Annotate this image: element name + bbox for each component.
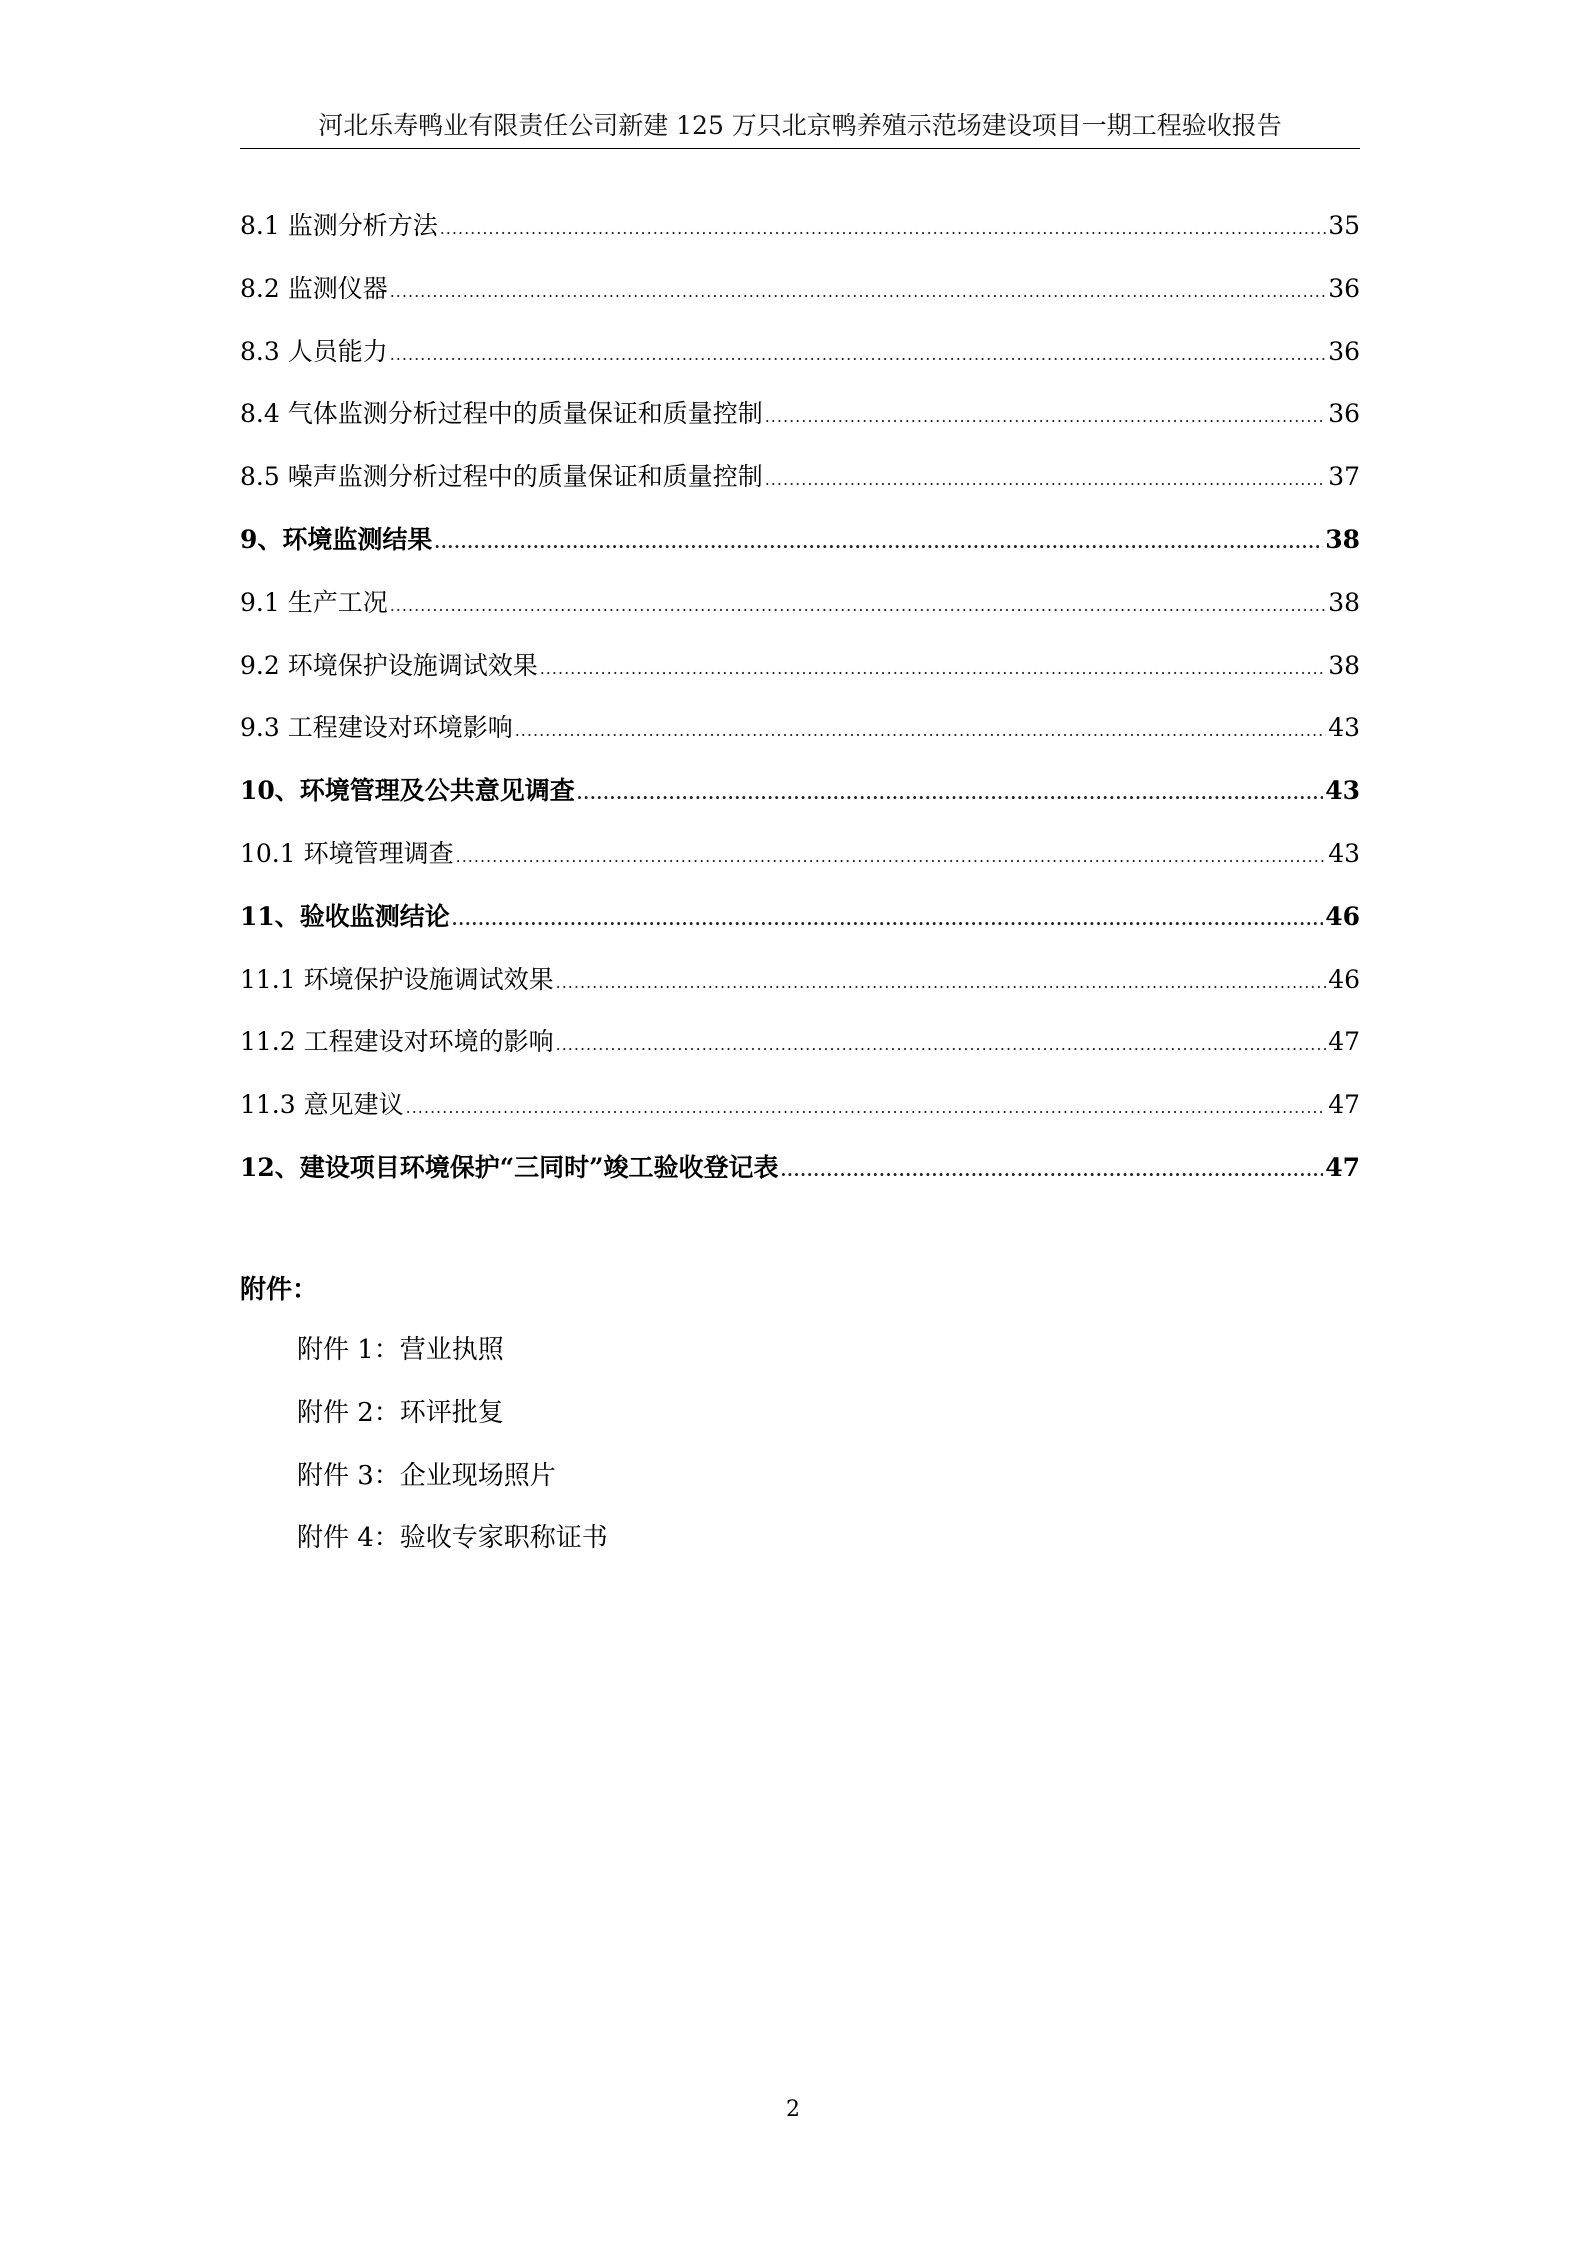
toc-entry-page: 38: [1325, 524, 1360, 554]
attachment-item: 附件 4：验收专家职称证书: [297, 1523, 608, 1554]
toc-entry[interactable]: [240, 577, 1360, 640]
attachment-item: 附件 2：环评批复: [297, 1397, 504, 1428]
toc-leader-dots: [765, 395, 1326, 439]
toc-entry-label: 8.3 人员能力: [240, 336, 388, 366]
toc-entry[interactable]: [240, 954, 1360, 1017]
toc-entry-page: 38: [1328, 587, 1360, 617]
toc-entry-label: 8.2 监测仪器: [240, 273, 388, 303]
toc-entry[interactable]: [240, 1016, 1360, 1079]
toc-entry-label: 9.2 环境保护设施调试效果: [240, 650, 538, 680]
toc-leader-dots: [390, 270, 1326, 314]
attachments-list: [297, 1328, 608, 1579]
toc-entry-label: 8.4 气体监测分析过程中的质量保证和质量控制: [240, 399, 763, 429]
toc-entry[interactable]: [240, 828, 1360, 891]
toc-entry-page: 43: [1328, 838, 1360, 868]
toc-entry[interactable]: [240, 640, 1360, 703]
toc-leader-dots: [406, 1086, 1327, 1130]
toc-entry-page: 47: [1325, 1152, 1360, 1182]
toc-entry[interactable]: [240, 702, 1360, 765]
toc-entry-label: 8.5 噪声监测分析过程中的质量保证和质量控制: [240, 462, 763, 492]
toc-entry[interactable]: [240, 388, 1360, 451]
toc-entry-page: 35: [1328, 211, 1360, 240]
toc-entry[interactable]: [240, 451, 1360, 514]
toc-leader-dots: [390, 333, 1326, 377]
toc-entry-label: 10.1 环境管理调查: [240, 838, 454, 868]
toc-entry-label: 9、环境监测结果: [240, 524, 433, 554]
toc-entry[interactable]: [240, 765, 1360, 828]
toc-entry[interactable]: [240, 514, 1360, 577]
toc-entry[interactable]: [240, 326, 1360, 389]
attachments-heading: 附件：: [240, 1275, 319, 1305]
toc-leader-dots: [556, 961, 1327, 1005]
toc-entry[interactable]: [240, 1079, 1360, 1142]
toc-entry-page: 43: [1325, 776, 1360, 806]
toc-entry-label: 11.2 工程建设对环境的影响: [240, 1027, 554, 1057]
toc-entry[interactable]: [240, 1142, 1360, 1205]
running-header: 河北乐寿鸭业有限责任公司新建 125 万只北京鸭养殖示范场建设项目一期工程验收报告: [318, 111, 1282, 140]
page-number: 2: [786, 2097, 800, 2122]
toc-entry-label: 11、验收监测结论: [240, 901, 450, 931]
toc-entry[interactable]: [240, 200, 1360, 263]
toc-leader-dots: [452, 898, 1323, 942]
toc-leader-dots: [456, 835, 1327, 879]
toc-leader-dots: [577, 772, 1323, 816]
toc-entry-page: 43: [1328, 713, 1360, 743]
toc-leader-dots: [781, 1149, 1324, 1193]
toc-entry-page: 38: [1328, 650, 1360, 680]
toc-leader-dots: [556, 1023, 1327, 1067]
toc-entry-page: 37: [1328, 462, 1360, 492]
toc-leader-dots: [440, 207, 1326, 251]
toc-entry-page: 36: [1328, 399, 1360, 429]
attachment-item: 附件 1：营业执照: [297, 1335, 504, 1365]
toc-leader-dots: [390, 584, 1326, 628]
attachment-item: 附件 3：企业现场照片: [297, 1460, 556, 1491]
toc-entry-label: 9.3 工程建设对环境影响: [240, 713, 513, 743]
toc-entry-page: 36: [1328, 336, 1360, 366]
toc-entry-label: 11.1 环境保护设施调试效果: [240, 964, 554, 994]
toc-leader-dots: [434, 521, 1323, 565]
toc-entry-label: 9.1 生产工况: [240, 587, 388, 617]
toc-leader-dots: [515, 709, 1326, 753]
toc-entry[interactable]: [240, 891, 1360, 954]
toc-entry-page: 46: [1328, 964, 1360, 994]
toc-entry-page: 46: [1325, 901, 1360, 931]
toc-entry-label: 12、建设项目环境保护“三同时”竣工验收登记表: [240, 1152, 779, 1182]
toc-entry-label: 10、环境管理及公共意见调查: [240, 776, 575, 806]
toc-entry-label: 11.3 意见建议: [240, 1090, 404, 1120]
toc-entry[interactable]: [240, 263, 1360, 326]
toc-entry-page: 47: [1328, 1090, 1360, 1120]
toc-leader-dots: [540, 647, 1326, 691]
toc-entry-page: 47: [1328, 1027, 1360, 1057]
table-of-contents: [240, 200, 1360, 1205]
toc-entry-label: 8.1 监测分析方法: [240, 211, 438, 240]
header-rule: [240, 148, 1360, 149]
toc-entry-page: 36: [1328, 273, 1360, 303]
toc-leader-dots: [765, 458, 1326, 502]
